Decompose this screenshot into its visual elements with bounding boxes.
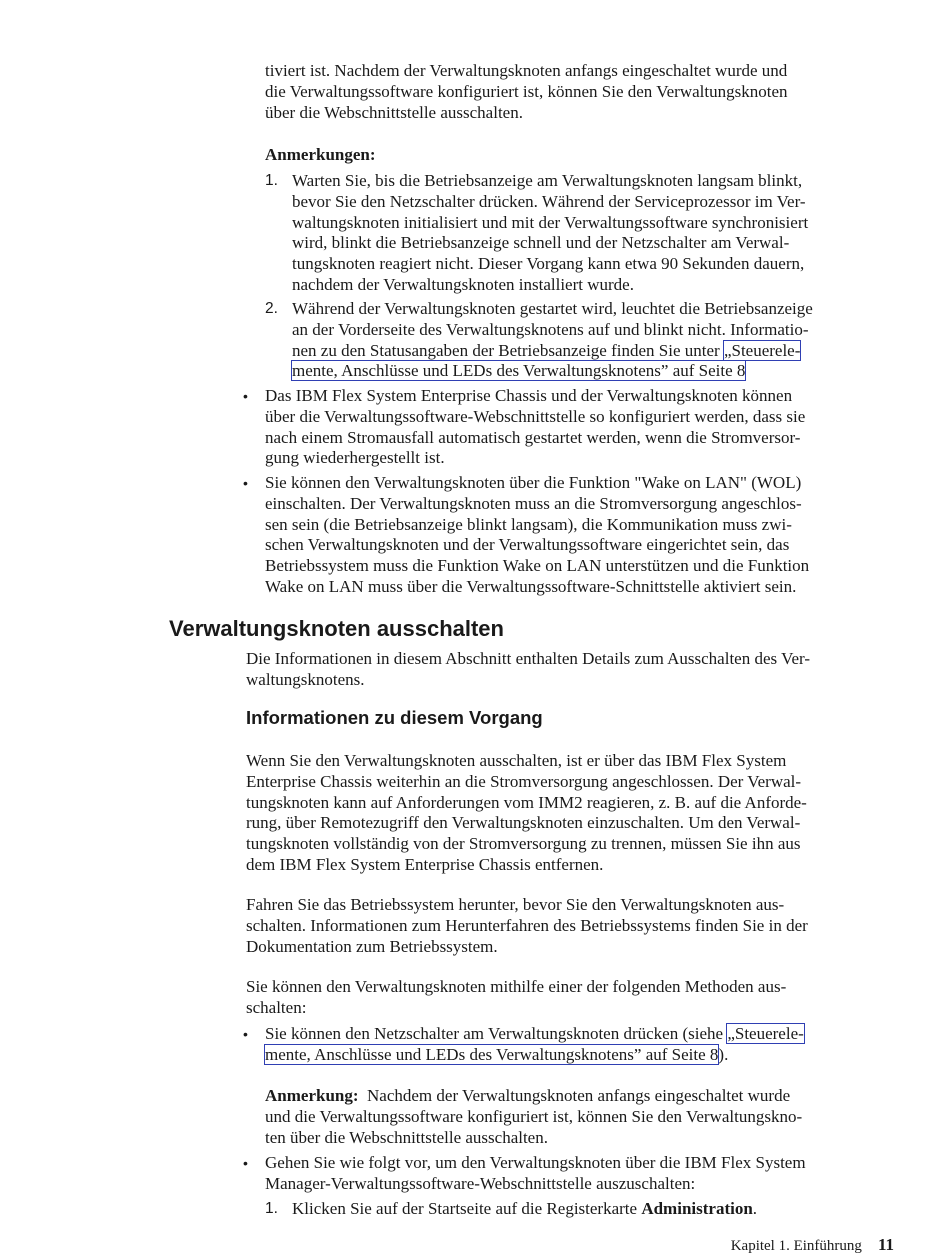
text-line: Während der Verwaltungsknoten gestartet wird, leuchtet die Betriebsanzeige — [292, 299, 813, 318]
text-line: bevor Sie den Netzschalter drücken. Während der Serviceprozessor im Ver- — [292, 191, 806, 211]
text-line: Gehen Sie wie folgt vor, um den Verwaltungsknoten über die IBM Flex System — [265, 1153, 806, 1172]
text-line — [292, 341, 897, 362]
text-span: Sie können den Netzschalter am Verwaltungsknoten drücken (siehe — [265, 1024, 728, 1043]
section-title: Verwaltungsknoten ausschalten — [169, 616, 504, 641]
bullet-icon: • — [243, 388, 248, 404]
text-line: an der Vorderseite des Verwaltungsknotens auf und blinkt nicht. Informatio- — [292, 319, 809, 339]
text-line: Dokumentation zum Betriebssystem. — [246, 936, 498, 956]
notes-heading: Anmerkungen: — [265, 145, 376, 164]
text-line: Wake on LAN muss über die Verwaltungssoftware-Schnittstelle aktiviert sein. — [265, 576, 797, 596]
text-line: ten über die Webschnittstelle ausschalten. — [265, 1127, 548, 1147]
note-label: Anmerkung: — [265, 1086, 359, 1105]
cross-reference-link[interactable]: mente, Anschlüsse und LEDs des Verwaltungsknotens” auf Seite 8 — [265, 1044, 719, 1064]
text-line — [265, 1086, 897, 1107]
bullet-item — [243, 473, 897, 598]
text-line: rung, über Remotezugriff den Verwaltungsknoten einzuschalten. Um den Verwal- — [246, 813, 801, 833]
cross-reference-link[interactable]: „Steuerele- — [727, 1024, 804, 1043]
text-line: Wenn Sie den Verwaltungsknoten ausschalten, ist er über das IBM Flex System — [246, 751, 787, 770]
bullet-icon: • — [243, 1026, 248, 1042]
cross-reference-link[interactable]: „Steuerele- — [723, 340, 801, 360]
text-line: schalten: — [246, 997, 307, 1017]
step-item-1 — [265, 1199, 897, 1220]
text-line: waltungsknotens. — [246, 669, 365, 689]
text-line — [265, 1045, 897, 1066]
paragraph — [246, 895, 898, 957]
bullet-item — [243, 1153, 897, 1195]
note-item-2 — [265, 299, 897, 382]
text-line: dem IBM Flex System Enterprise Chassis entfernen. — [246, 854, 604, 874]
text-line: schalten. Informationen zum Herunterfahren des Betriebssystems finden Sie in der — [246, 915, 808, 935]
text-span: . — [752, 1199, 758, 1218]
text-line: Enterprise Chassis weiterhin an die Stromversorgung angeschlossen. Der Verwal- — [246, 771, 802, 791]
text-line: über die Verwaltungssoftware-Webschnittstelle so konfiguriert werden, dass sie — [265, 406, 806, 426]
text-line: waltungsknoten initialisiert und mit der Verwaltungssoftware synchronisiert — [292, 212, 809, 232]
note-item-1 — [265, 171, 897, 296]
bullet-item — [243, 1024, 897, 1066]
text-line: Betriebssystem muss die Funktion Wake on LAN unterstützen und die Funktion — [265, 556, 810, 575]
section-intro — [246, 649, 898, 691]
text-line: tungsknoten kann auf Anforderungen vom IMM2 reagieren, z. B. auf die Anforde- — [246, 792, 807, 812]
text-line: und die Verwaltungssoftware konfiguriert ist, können Sie den Verwaltungskno- — [265, 1106, 803, 1126]
text-line: tungsknoten vollständig von der Stromversorgung zu trennen, müssen Sie ihn aus — [246, 834, 801, 853]
note-block — [265, 1086, 897, 1148]
text-line: die Verwaltungssoftware konfiguriert ist, können Sie den Verwaltungsknoten — [265, 81, 788, 101]
text-line: nachdem der Verwaltungsknoten installiert wurde. — [292, 274, 634, 294]
list-number: 1. — [265, 1200, 278, 1217]
page-footer — [731, 1235, 894, 1255]
text-line: Die Informationen in diesem Abschnitt enthalten Details zum Ausschalten des Ver- — [246, 649, 810, 668]
paragraph — [246, 751, 898, 876]
text-line: sen sein (die Betriebsanzeige blinkt langsam), die Kommunikation muss zwi- — [265, 514, 792, 534]
text-line: einschalten. Der Verwaltungsknoten muss an die Stromversorgung angeschlos- — [265, 493, 802, 513]
text-line: nach einem Stromausfall automatisch gestartet werden, wenn die Stromversor- — [265, 427, 801, 447]
text-line — [265, 1024, 897, 1045]
text-line — [292, 1199, 897, 1220]
text-span: Klicken Sie auf der Startseite auf die Registerkarte — [292, 1199, 642, 1218]
list-number: 2. — [265, 300, 278, 317]
text-line: Manager-Verwaltungssoftware-Webschnittstelle auszuschalten: — [265, 1173, 696, 1193]
text-line: wird, blinkt die Betriebsanzeige schnell und der Netzschalter am Verwal- — [292, 233, 790, 253]
text-line: tiviert ist. Nachdem der Verwaltungsknoten anfangs eingeschaltet wurde und — [265, 61, 788, 80]
text-line: schen Verwaltungsknoten und der Verwaltungssoftware eingerichtet sein, das — [265, 535, 790, 555]
page-number: 11 — [877, 1235, 894, 1254]
text-line — [292, 361, 897, 382]
text-line: Sie können den Verwaltungsknoten über die Funktion "Wake on LAN" (WOL) — [265, 473, 802, 492]
text-line: Das IBM Flex System Enterprise Chassis und der Verwaltungsknoten können — [265, 386, 793, 405]
cross-reference-link[interactable]: mente, Anschlüsse und LEDs des Verwaltungsknotens” auf Seite 8 — [292, 361, 746, 381]
subsection-title: Informationen zu diesem Vorgang — [246, 707, 543, 728]
text-line: Fahren Sie das Betriebssystem herunter, bevor Sie den Verwaltungsknoten aus- — [246, 895, 785, 914]
text-span: Nachdem der Verwaltungsknoten anfangs eingeschaltet wurde — [367, 1086, 791, 1105]
paragraph — [246, 977, 898, 1019]
list-number: 1. — [265, 172, 278, 189]
text-line: Sie können den Verwaltungsknoten mithilfe einer der folgenden Methoden aus- — [246, 977, 787, 996]
ui-term: Administration — [641, 1199, 753, 1218]
intro-paragraph — [265, 61, 897, 123]
chapter-label: Kapitel 1. Einführung — [730, 1238, 862, 1254]
bullet-icon: • — [243, 475, 248, 491]
text-line: Warten Sie, bis die Betriebsanzeige am Verwaltungsknoten langsam blinkt, — [292, 171, 803, 190]
text-line: tungsknoten reagiert nicht. Dieser Vorgang kann etwa 90 Sekunden dauern, — [292, 254, 805, 273]
bullet-item — [243, 386, 897, 469]
text-span: ). — [718, 1044, 729, 1064]
text-line: gung wiederhergestellt ist. — [265, 448, 445, 468]
bullet-icon: • — [243, 1155, 248, 1171]
text-line: über die Webschnittstelle ausschalten. — [265, 102, 523, 122]
text-span: nen zu den Statusangaben der Betriebsanzeige finden Sie unter — [292, 340, 724, 360]
